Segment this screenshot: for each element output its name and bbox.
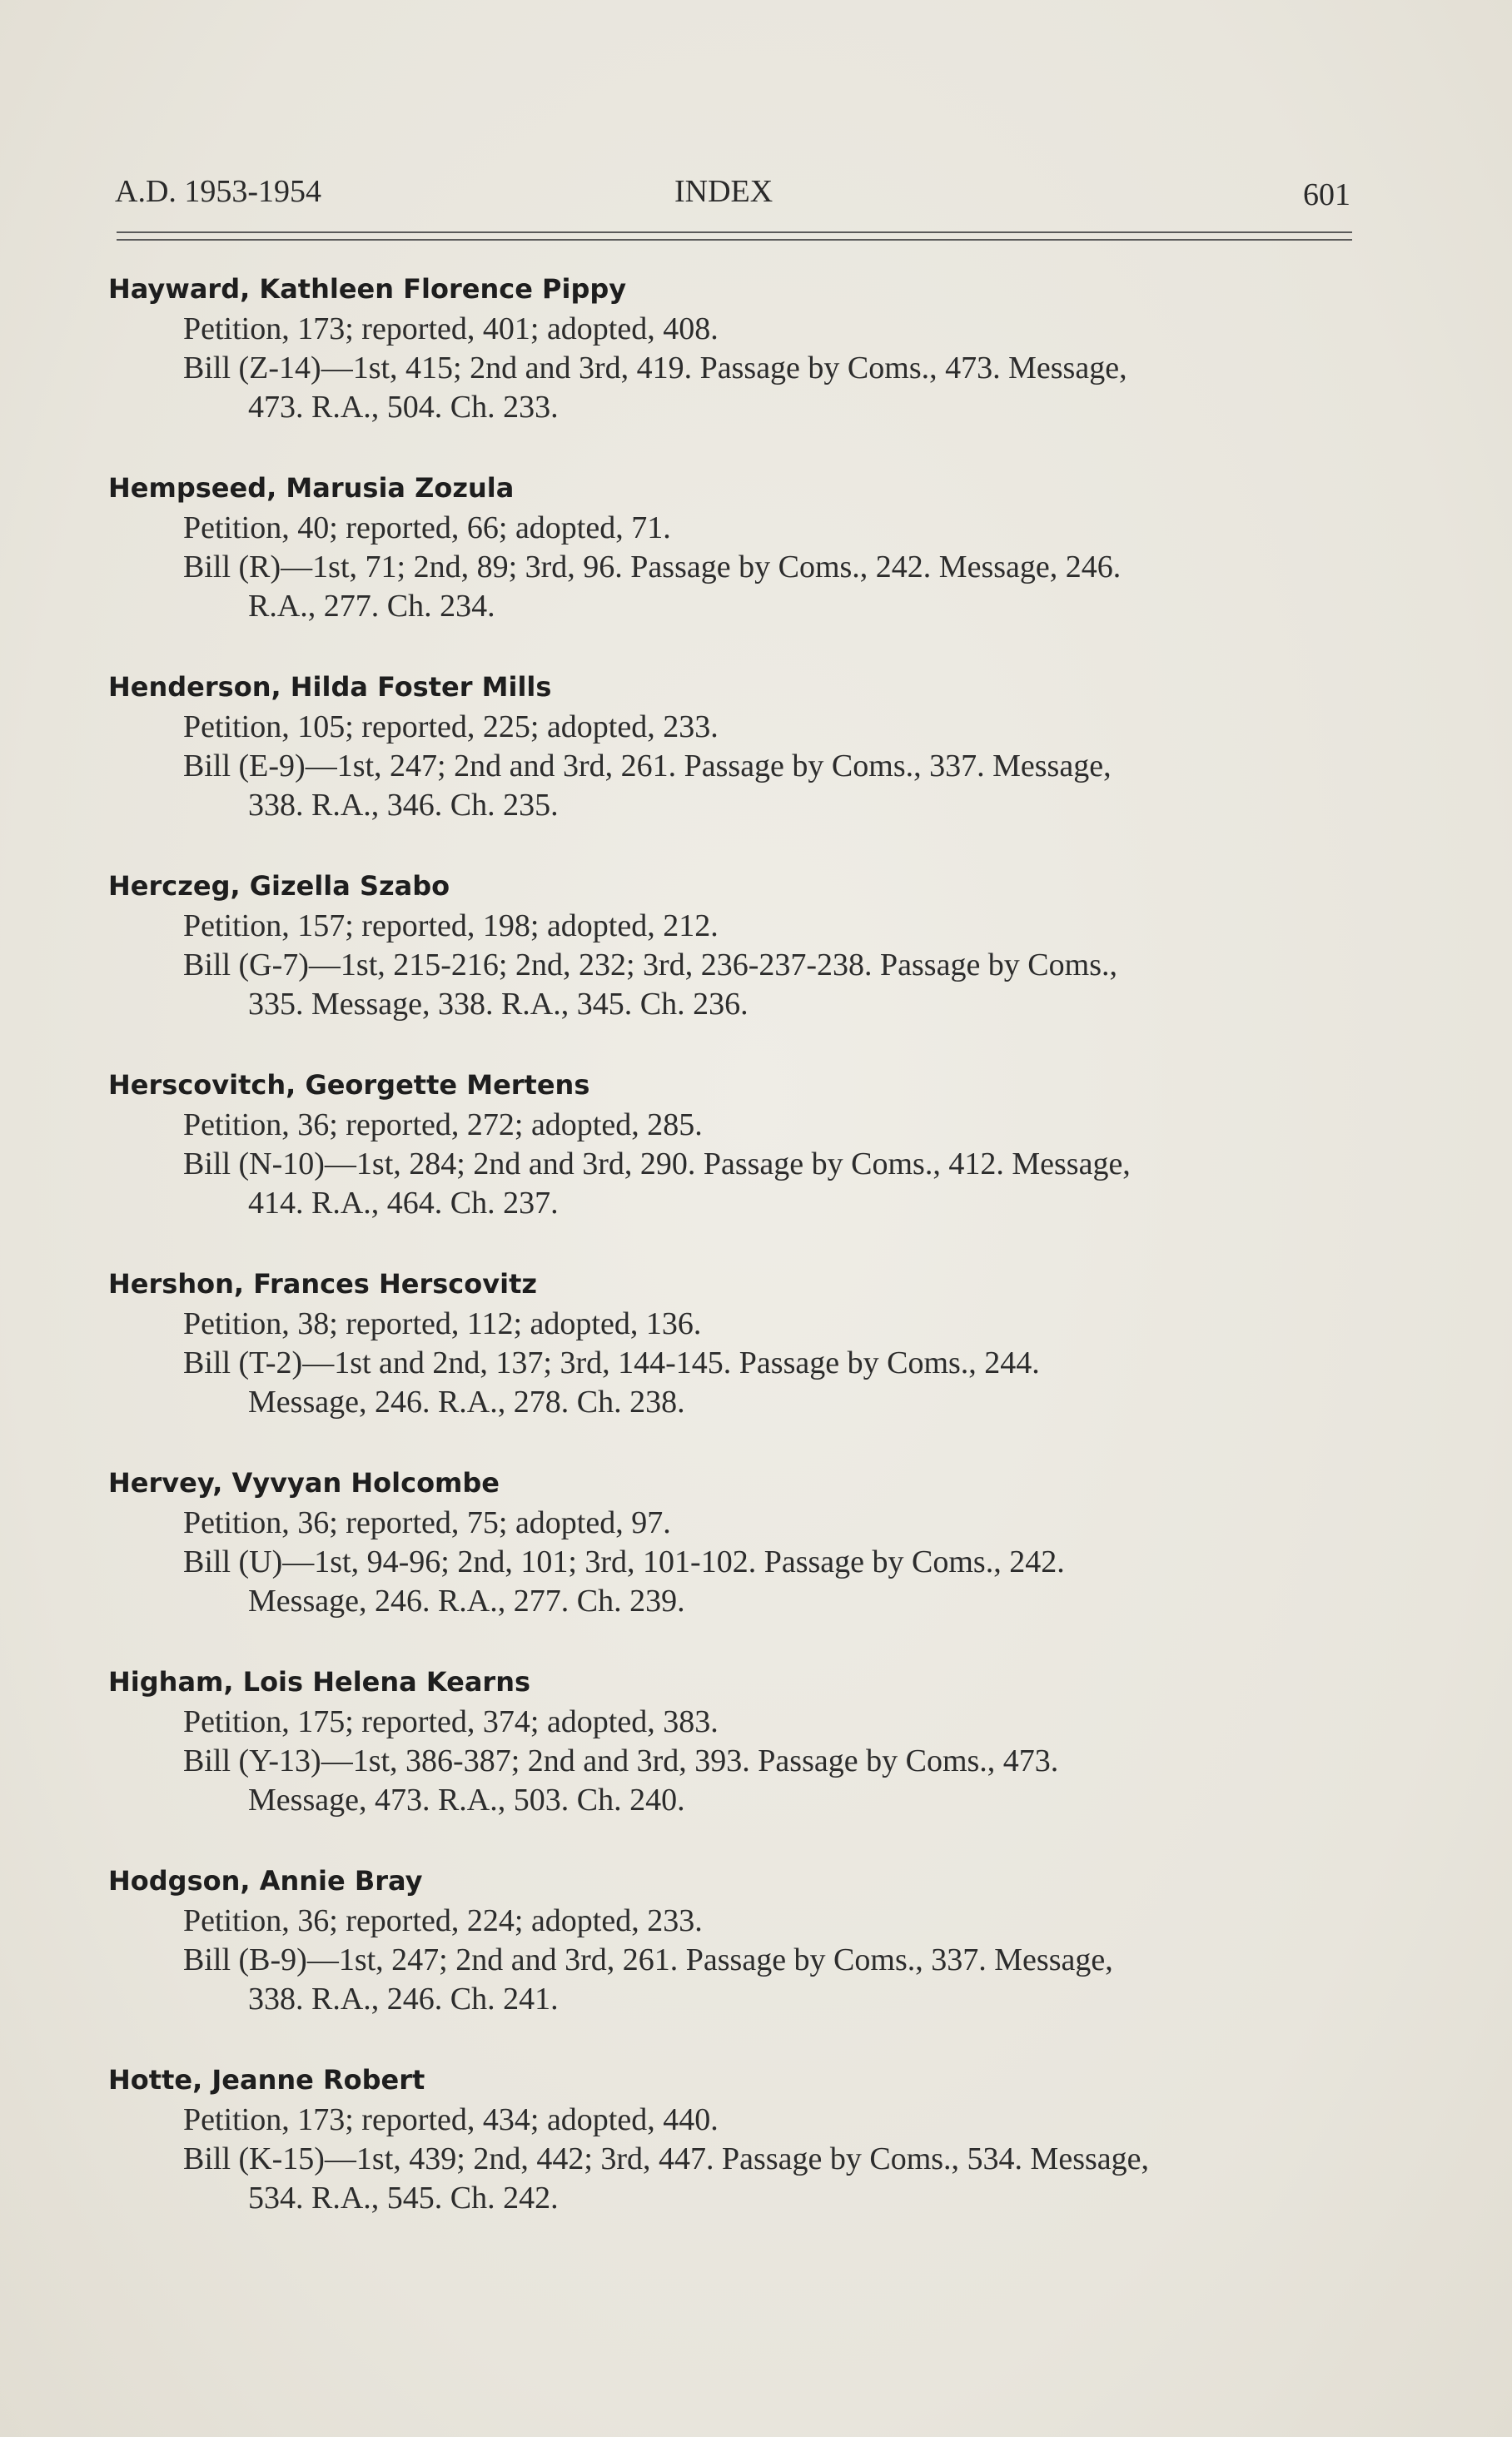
header-rule-bottom <box>117 239 1352 241</box>
index-entry <box>108 1263 1357 1462</box>
entry-name: Hotte, Jeanne Robert <box>108 2064 425 2096</box>
index-entry <box>108 865 1357 1064</box>
entry-bill <box>108 1543 1357 1621</box>
entry-bill-line-2: 338. R.A., 346. Ch. 235. <box>248 788 559 823</box>
entry-bill-line-2: 338. R.A., 246. Ch. 241. <box>248 1982 559 2017</box>
entry-bill-line-1: Bill (K-15)—1st, 439; 2nd, 442; 3rd, 447. Passage by Coms., 534. Message, <box>183 2141 1150 2176</box>
entry-bill-line-2: Message, 246. R.A., 278. Ch. 238. <box>248 1385 685 1420</box>
entry-name: Herscovitch, Georgette Mertens <box>108 1069 590 1101</box>
entry-petition: Petition, 38; reported, 112; adopted, 136. <box>183 1306 702 1341</box>
entry-bill <box>108 1941 1357 2019</box>
entry-name: Hempseed, Marusia Zozula <box>108 472 515 504</box>
index-entry <box>108 467 1357 666</box>
entry-bill-line-1: Bill (E-9)—1st, 247; 2nd and 3rd, 261. Passage by Coms., 337. Message, <box>183 749 1112 783</box>
entry-petition: Petition, 36; reported, 75; adopted, 97. <box>183 1505 671 1540</box>
entry-bill-line-2: R.A., 277. Ch. 234. <box>248 589 495 624</box>
entry-bill <box>108 349 1357 427</box>
header-title: INDEX <box>674 174 773 209</box>
entry-bill-line-1: Bill (B-9)—1st, 247; 2nd and 3rd, 261. Passage by Coms., 337. Message, <box>183 1942 1113 1977</box>
entry-bill-line-2: 335. Message, 338. R.A., 345. Ch. 236. <box>248 987 749 1022</box>
entry-petition: Petition, 105; reported, 225; adopted, 233. <box>183 709 719 744</box>
entry-petition: Petition, 173; reported, 401; adopted, 408. <box>183 311 719 346</box>
entry-bill-line-1: Bill (N-10)—1st, 284; 2nd and 3rd, 290. Passage by Coms., 412. Message, <box>183 1146 1131 1181</box>
entry-bill <box>108 747 1357 825</box>
entry-bill <box>108 548 1357 626</box>
entry-bill-line-2: Message, 246. R.A., 277. Ch. 239. <box>248 1584 685 1619</box>
entry-bill-line-2: Message, 473. R.A., 503. Ch. 240. <box>248 1783 685 1818</box>
entry-name: Hayward, Kathleen Florence Pippy <box>108 273 627 305</box>
page-number: 601 <box>1303 177 1350 212</box>
entry-petition: Petition, 40; reported, 66; adopted, 71. <box>183 510 671 545</box>
index-entry <box>108 268 1357 467</box>
entry-name: Henderson, Hilda Foster Mills <box>108 671 552 703</box>
index-entry <box>108 1661 1357 1860</box>
entry-bill-line-2: 473. R.A., 504. Ch. 233. <box>248 390 559 425</box>
entry-petition: Petition, 36; reported, 224; adopted, 233. <box>183 1903 703 1938</box>
entry-name: Hershon, Frances Herscovitz <box>108 1268 537 1300</box>
entry-bill <box>108 1742 1357 1820</box>
index-entry <box>108 1860 1357 2059</box>
entry-petition: Petition, 173; reported, 434; adopted, 440. <box>183 2102 719 2137</box>
entry-bill-line-2: 414. R.A., 464. Ch. 237. <box>248 1186 559 1221</box>
index-entry <box>108 1462 1357 1661</box>
header-rule-top <box>117 231 1352 233</box>
entry-bill-line-1: Bill (U)—1st, 94-96; 2nd, 101; 3rd, 101-102. Passage by Coms., 242. <box>183 1544 1065 1579</box>
index-entry <box>108 666 1357 865</box>
entry-name: Hervey, Vyvyan Holcombe <box>108 1467 500 1499</box>
entry-bill-line-1: Bill (R)—1st, 71; 2nd, 89; 3rd, 96. Passage by Coms., 242. Message, 246. <box>183 550 1122 584</box>
index-entries <box>108 268 1357 2258</box>
entry-bill-line-1: Bill (Z-14)—1st, 415; 2nd and 3rd, 419. Passage by Coms., 473. Message, <box>183 351 1127 385</box>
entry-bill-line-2: 534. R.A., 545. Ch. 242. <box>248 2181 559 2216</box>
index-entry <box>108 1064 1357 1263</box>
page-header <box>115 173 1350 215</box>
entry-bill <box>108 946 1357 1024</box>
entry-bill <box>108 1145 1357 1223</box>
entry-bill-line-1: Bill (T-2)—1st and 2nd, 137; 3rd, 144-145. Passage by Coms., 244. <box>183 1345 1040 1380</box>
entry-bill-line-1: Bill (G-7)—1st, 215-216; 2nd, 232; 3rd, 236-237-238. Passage by Coms., <box>183 947 1118 982</box>
entry-petition: Petition, 36; reported, 272; adopted, 285. <box>183 1107 703 1142</box>
entry-bill <box>108 1344 1357 1422</box>
entry-name: Herczeg, Gizella Szabo <box>108 870 450 902</box>
index-entry <box>108 2059 1357 2258</box>
entry-petition: Petition, 157; reported, 198; adopted, 212. <box>183 908 719 943</box>
entry-name: Higham, Lois Helena Kearns <box>108 1666 531 1698</box>
header-date-range: A.D. 1953-1954 <box>115 174 322 209</box>
entry-bill-line-1: Bill (Y-13)—1st, 386-387; 2nd and 3rd, 393. Passage by Coms., 473. <box>183 1743 1059 1778</box>
entry-name: Hodgson, Annie Bray <box>108 1865 423 1897</box>
entry-bill <box>108 2140 1357 2218</box>
entry-petition: Petition, 175; reported, 374; adopted, 383. <box>183 1704 719 1739</box>
